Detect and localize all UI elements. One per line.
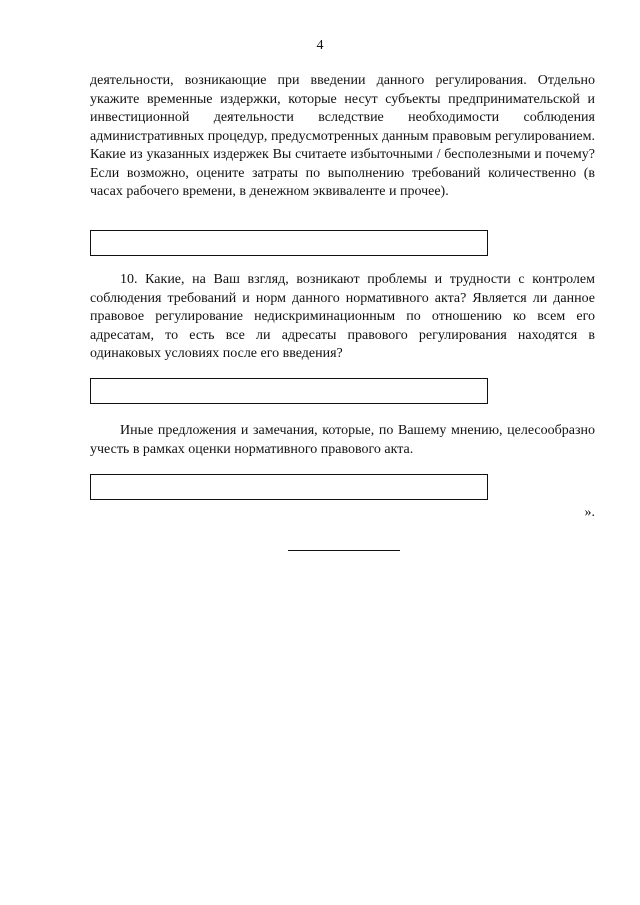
- answer-field-other-proposals[interactable]: [90, 474, 488, 500]
- costs-continuation-paragraph: деятельности, возникающие при введении данного регулирования. Отдельно укажите временные издержки, которые несут субъекты предпринимательской и инвестиционной деятельности вследствие необходимости соблюдения административных процедур, предусмотренных данным правовым регулированием. Какие из указанных издержек Вы считаете избыточными / бесполезными и почему? Если возможно, оцените затраты по выполнению требований количественно (в часах рабочего времени, в денежном эквиваленте и прочее).: [90, 73, 595, 199]
- answer-field-question-10[interactable]: [90, 378, 488, 404]
- answer-field-costs[interactable]: [90, 230, 488, 256]
- closing-quote: ».: [584, 505, 595, 520]
- other-proposals-paragraph: Иные предложения и замечания, которые, по Вашему мнению, целесообразно учесть в рамках оценки нормативного правового акта.: [90, 423, 595, 457]
- question-10-paragraph: 10. Какие, на Ваш взгляд, возникают проблемы и трудности с контролем соблюдения требований и норм данного нормативного акта? Является ли данное правовое регулирование недискриминационным по отношению ко всем его адресатам, то есть все ли адресаты правового регулирования находятся в одинаковых условиях после его введения?: [90, 272, 595, 361]
- end-of-document-rule: [288, 550, 400, 551]
- page-number: 4: [316, 38, 324, 53]
